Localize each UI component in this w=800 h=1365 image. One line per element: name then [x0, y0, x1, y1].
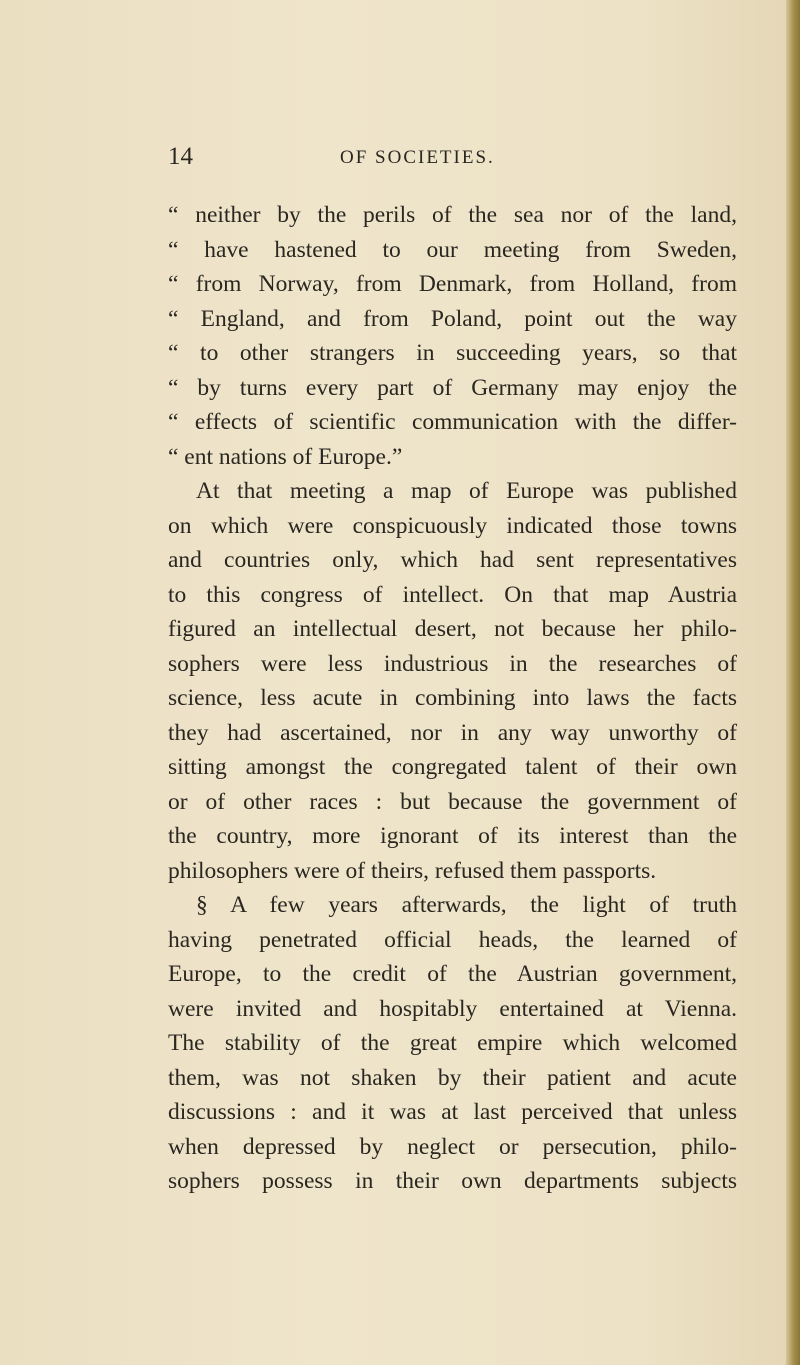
text-line: The stability of the great empire which welcomed [168, 1030, 737, 1056]
text-line: “ have hastened to our meeting from Sweden, [168, 236, 737, 263]
text-line: sophers possess in their own departments subjects [168, 1168, 737, 1194]
text-line: “ ent nations of Europe.” [168, 443, 403, 470]
text-line: Europe, to the credit of the Austrian government, [168, 961, 737, 987]
text-line: At that meeting a map of Europe was published [196, 478, 737, 504]
text-line: they had ascertained, nor in any way unworthy of [168, 719, 737, 746]
page-edge [786, 0, 800, 1365]
body-text [168, 198, 737, 1199]
text-line: to this congress of intellect. On that map Austria [168, 581, 737, 608]
text-line: “ neither by the perils of the sea nor of the land, [168, 202, 737, 228]
page-number: 14 [168, 143, 193, 170]
text-line: were invited and hospitably entertained at Vienna. [168, 995, 737, 1022]
text-line: “ effects of scientific communication with the differ- [168, 409, 737, 435]
text-line: and countries only, which had sent representatives [168, 547, 737, 573]
text-line: discussions : and it was at last perceived that unless [168, 1099, 737, 1125]
text-line: the country, more ignorant of its interest than the [168, 823, 737, 849]
text-line: on which were conspicuously indicated those towns [168, 512, 737, 539]
text-line: “ to other strangers in succeeding years, so that [168, 340, 737, 366]
text-line: or of other races : but because the government of [168, 788, 737, 815]
text-line: sophers were less industrious in the researches of [168, 650, 737, 677]
text-line: “ England, and from Poland, point out the way [168, 305, 737, 332]
text-line: philosophers were of theirs, refused them passports. [168, 857, 657, 884]
text-line: having penetrated official heads, the learned of [168, 926, 737, 953]
text-line: them, was not shaken by their patient and acute [168, 1064, 737, 1091]
text-line: sitting amongst the congregated talent of their own [168, 754, 737, 780]
text-line: when depressed by neglect or persecution, philo- [168, 1133, 737, 1160]
text-line: “ from Norway, from Denmark, from Holland, from [168, 271, 737, 297]
text-line: figured an intellectual desert, not because her philo- [168, 616, 737, 642]
text-line: “ by turns every part of Germany may enjoy the [168, 374, 737, 401]
text-line: § A few years afterwards, the light of truth [196, 892, 737, 918]
running-head: OF SOCIETIES. [340, 147, 495, 168]
text-line: science, less acute in combining into laws the facts [168, 685, 737, 711]
page-header [0, 140, 800, 174]
